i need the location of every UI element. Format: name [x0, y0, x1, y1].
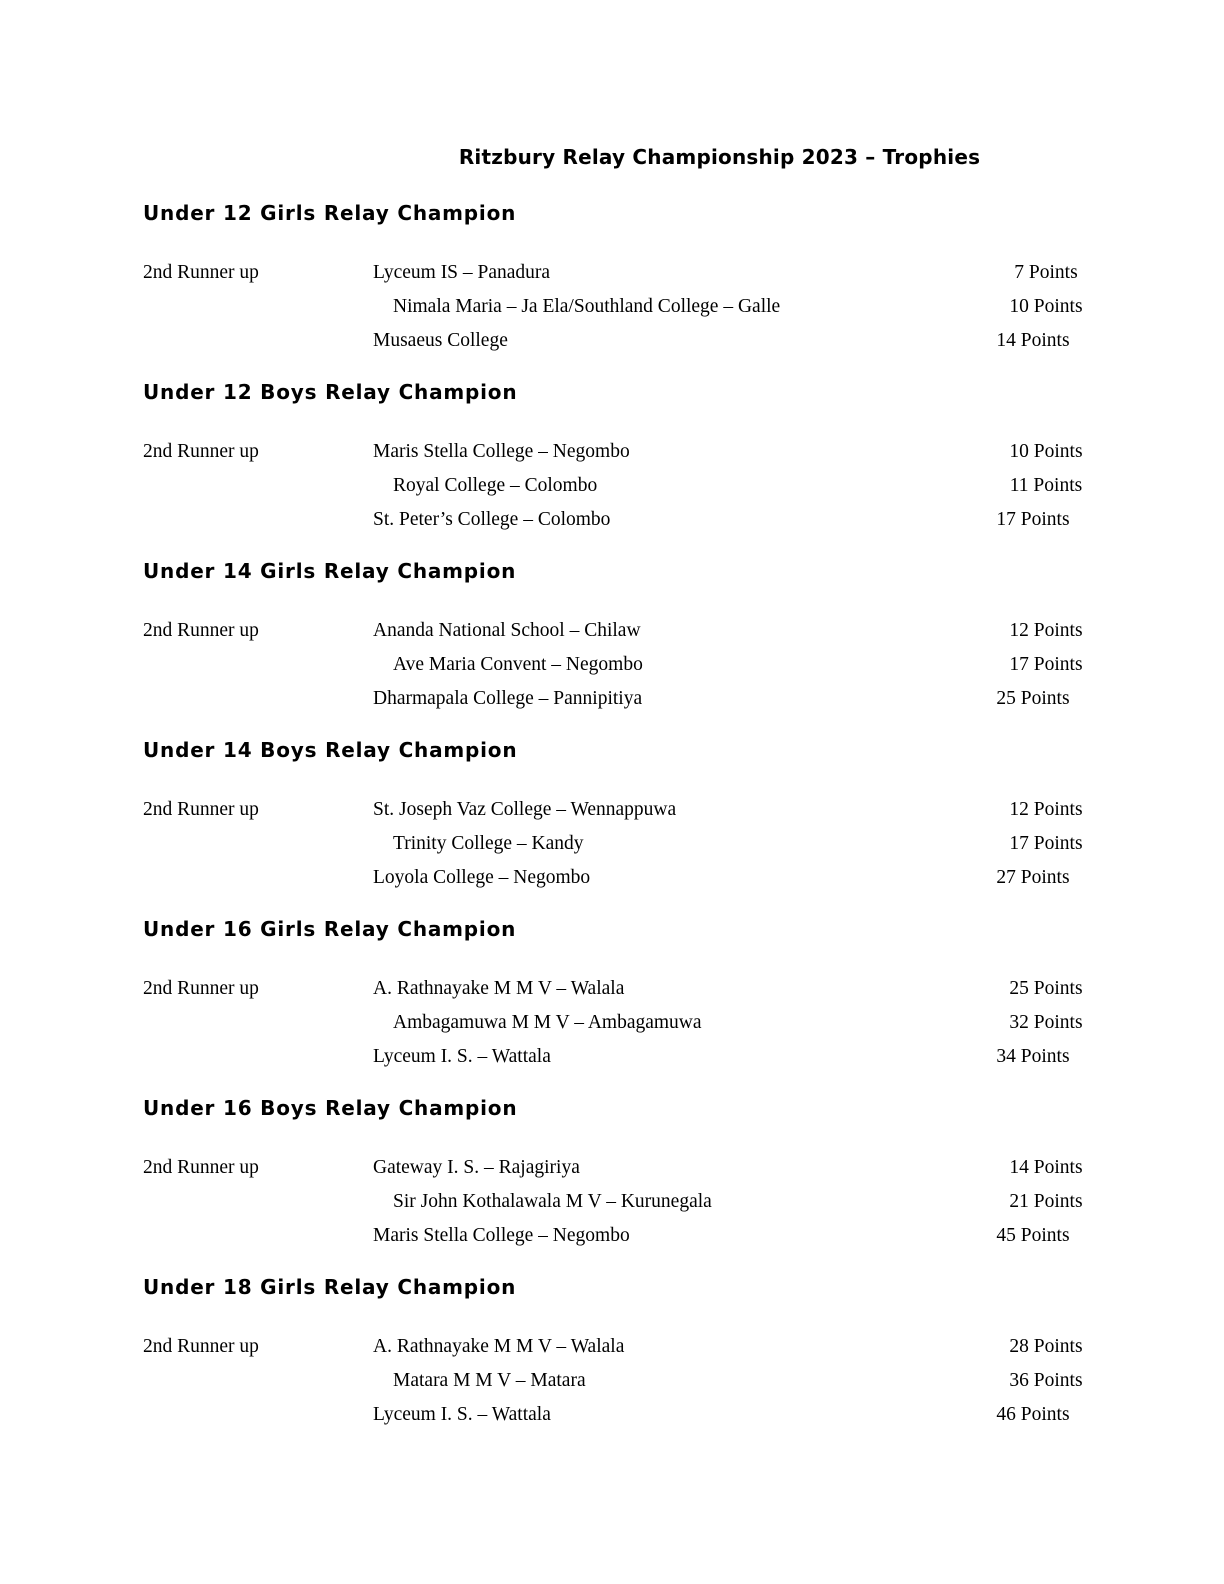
points-value: 7 Points [1014, 262, 1078, 283]
result-row [143, 469, 1102, 503]
result-row [143, 827, 1102, 861]
school-name: Gateway I. S. – Rajagiriya [373, 1157, 580, 1178]
result-row [143, 1330, 1102, 1364]
section-under-12-girls [143, 200, 1102, 358]
place-label: 2nd Runner up [143, 262, 259, 283]
result-row [143, 1040, 1102, 1074]
school-name: Matara M M V – Matara [393, 1370, 586, 1391]
points-value: 10 Points [1009, 441, 1083, 462]
result-row [143, 972, 1102, 1006]
school-name: Lyceum IS – Panadura [373, 262, 551, 283]
section-heading: Under 16 Boys Relay Champion [143, 1096, 518, 1120]
place-label: 2nd Runner up [143, 1336, 259, 1357]
points-value: 25 Points [1009, 978, 1083, 999]
school-name: A. Rathnayake M M V – Walala [373, 1336, 625, 1357]
points-value: 27 Points [996, 867, 1070, 888]
points-value: 28 Points [1009, 1336, 1083, 1357]
points-value: 17 Points [996, 509, 1070, 530]
points-value: 17 Points [1009, 654, 1083, 675]
place-label: 2nd Runner up [143, 1157, 259, 1178]
result-row [143, 793, 1102, 827]
school-name: Dharmapala College – Pannipitiya [373, 688, 643, 709]
page-title: Ritzbury Relay Championship 2023 – Trophies [458, 145, 981, 169]
result-row [143, 861, 1102, 895]
school-name: Ambagamuwa M M V – Ambagamuwa [393, 1012, 702, 1033]
section-under-14-girls [143, 558, 1102, 716]
place-label: 2nd Runner up [143, 978, 259, 999]
section-heading: Under 18 Girls Relay Champion [143, 1275, 517, 1299]
result-row [143, 1006, 1102, 1040]
section-under-16-girls [143, 916, 1102, 1074]
result-row [143, 324, 1102, 358]
school-name: A. Rathnayake M M V – Walala [373, 978, 625, 999]
school-name: St. Peter’s College – Colombo [373, 509, 611, 530]
school-name: Lyceum I. S. – Wattala [373, 1046, 551, 1067]
points-value: 36 Points [1009, 1370, 1083, 1391]
points-value: 25 Points [996, 688, 1070, 709]
section-heading: Under 12 Boys Relay Champion [143, 380, 518, 404]
points-value: 34 Points [996, 1046, 1070, 1067]
result-row [143, 1185, 1102, 1219]
points-value: 21 Points [1009, 1191, 1083, 1212]
school-name: Maris Stella College – Negombo [373, 441, 630, 462]
school-name: Nimala Maria – Ja Ela/Southland College – Galle [393, 296, 781, 317]
result-row [143, 1151, 1102, 1185]
section-heading: Under 14 Boys Relay Champion [143, 738, 518, 762]
points-value: 14 Points [1009, 1157, 1083, 1178]
result-row [143, 256, 1102, 290]
result-row [143, 503, 1102, 537]
result-row [143, 435, 1102, 469]
section-heading: Under 12 Girls Relay Champion [143, 201, 517, 225]
result-row [143, 1219, 1102, 1253]
school-name: St. Joseph Vaz College – Wennappuwa [373, 799, 677, 820]
result-row [143, 648, 1102, 682]
points-value: 11 Points [1009, 475, 1083, 496]
result-row [143, 682, 1102, 716]
school-name: Trinity College – Kandy [393, 833, 584, 854]
school-name: Royal College – Colombo [393, 475, 598, 496]
points-value: 12 Points [1009, 799, 1083, 820]
section-under-18-girls [143, 1274, 1102, 1432]
section-under-12-boys [143, 379, 1102, 537]
school-name: Maris Stella College – Negombo [373, 1225, 630, 1246]
section-under-14-boys [143, 737, 1102, 895]
school-name: Musaeus College [373, 330, 508, 351]
result-row [143, 614, 1102, 648]
place-label: 2nd Runner up [143, 620, 259, 641]
school-name: Loyola College – Negombo [373, 867, 591, 888]
result-row [143, 1364, 1102, 1398]
school-name: Sir John Kothalawala M V – Kurunegala [393, 1191, 712, 1212]
result-row [143, 1398, 1102, 1432]
result-row [143, 290, 1102, 324]
points-value: 10 Points [1009, 296, 1083, 317]
section-under-16-boys [143, 1095, 1102, 1253]
points-value: 14 Points [996, 330, 1070, 351]
points-value: 45 Points [996, 1225, 1070, 1246]
school-name: Lyceum I. S. – Wattala [373, 1404, 551, 1425]
points-value: 17 Points [1009, 833, 1083, 854]
points-value: 46 Points [996, 1404, 1070, 1425]
place-label: 2nd Runner up [143, 799, 259, 820]
points-value: 32 Points [1009, 1012, 1083, 1033]
section-heading: Under 14 Girls Relay Champion [143, 559, 517, 583]
points-value: 12 Points [1009, 620, 1083, 641]
school-name: Ananda National School – Chilaw [373, 620, 641, 641]
place-label: 2nd Runner up [143, 441, 259, 462]
school-name: Ave Maria Convent – Negombo [393, 654, 643, 675]
section-heading: Under 16 Girls Relay Champion [143, 917, 517, 941]
